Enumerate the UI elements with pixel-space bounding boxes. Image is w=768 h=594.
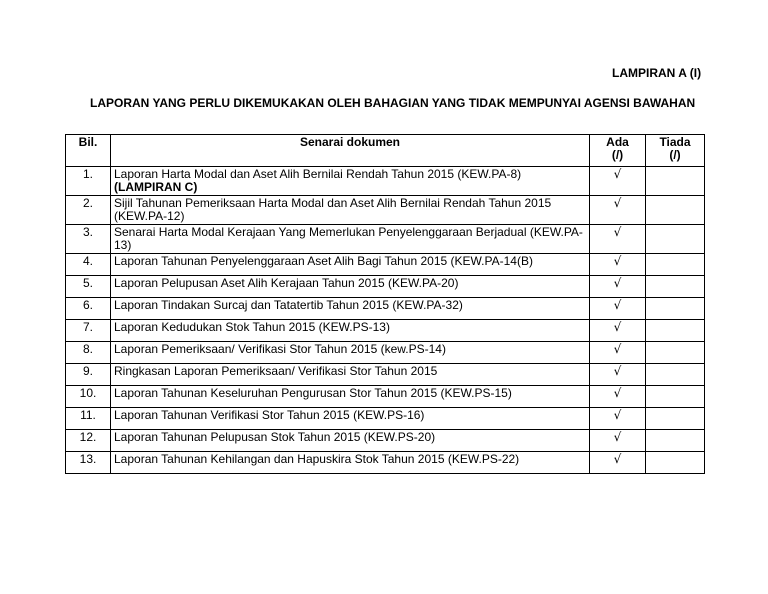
table-row <box>66 225 705 254</box>
tiada-cell <box>646 254 705 276</box>
tiada-cell <box>646 386 705 408</box>
row-number: 6. <box>66 298 111 320</box>
row-document <box>111 452 590 474</box>
table-row <box>66 320 705 342</box>
table-row <box>66 430 705 452</box>
row-number: 13. <box>66 452 111 474</box>
row-document <box>111 298 590 320</box>
ada-check-mark: √ <box>590 452 646 474</box>
lampiran-label: LAMPIRAN A (I) <box>612 66 702 80</box>
tiada-cell <box>646 342 705 364</box>
table-row <box>66 254 705 276</box>
row-number: 10. <box>66 386 111 408</box>
document-name: Laporan Harta Modal dan Aset Alih Bernilai Rendah Tahun 2015 (KEW.PA-8) <box>114 167 522 181</box>
tiada-cell <box>646 320 705 342</box>
row-document <box>111 364 590 386</box>
table-header-row <box>66 135 705 167</box>
tiada-cell <box>646 408 705 430</box>
tiada-cell <box>646 452 705 474</box>
ada-check-mark: √ <box>590 298 646 320</box>
document-name: Sijil Tahunan Pemeriksaan Harta Modal dan Aset Alih Bernilai Rendah Tahun 2015 (KEW.PA-12) <box>114 196 552 223</box>
document-extra: (LAMPIRAN C) <box>114 180 198 194</box>
ada-check-mark: √ <box>590 276 646 298</box>
ada-check-mark: √ <box>590 408 646 430</box>
document-title: LAPORAN YANG PERLU DIKEMUKAKAN OLEH BAHAGIAN YANG TIDAK MEMPUNYAI AGENSI BAWAHAN <box>90 96 696 110</box>
document-name: Laporan Tindakan Surcaj dan Tatatertib Tahun 2015 (KEW.PA-32) <box>114 298 463 312</box>
tiada-cell <box>646 167 705 196</box>
ada-check-mark: √ <box>590 364 646 386</box>
ada-check-mark: √ <box>590 342 646 364</box>
row-document <box>111 408 590 430</box>
header-tiada: Tiada (/) <box>646 135 705 167</box>
table-row <box>66 298 705 320</box>
row-number: 4. <box>66 254 111 276</box>
document-name: Laporan Tahunan Kehilangan dan Hapuskira Stok Tahun 2015 (KEW.PS-22) <box>114 452 520 466</box>
row-number: 2. <box>66 196 111 225</box>
row-document <box>111 196 590 225</box>
table-row <box>66 408 705 430</box>
tiada-cell <box>646 364 705 386</box>
ada-check-mark: √ <box>590 320 646 342</box>
row-number: 12. <box>66 430 111 452</box>
row-number: 9. <box>66 364 111 386</box>
document-name: Senarai Harta Modal Kerajaan Yang Memerlukan Penyelenggaraan Berjadual (KEW.PA-13) <box>114 225 583 252</box>
row-document <box>111 320 590 342</box>
row-number: 7. <box>66 320 111 342</box>
ada-check-mark: √ <box>590 225 646 254</box>
document-table <box>65 134 705 474</box>
document-name: Laporan Tahunan Verifikasi Stor Tahun 2015 (KEW.PS-16) <box>114 408 425 422</box>
row-number: 3. <box>66 225 111 254</box>
tiada-cell <box>646 298 705 320</box>
document-name: Laporan Pemeriksaan/ Verifikasi Stor Tahun 2015 (kew.PS-14) <box>114 342 446 356</box>
table-row <box>66 342 705 364</box>
table-row <box>66 167 705 196</box>
ada-check-mark: √ <box>590 430 646 452</box>
document-name: Laporan Kedudukan Stok Tahun 2015 (KEW.PS-13) <box>114 320 390 334</box>
ada-check-mark: √ <box>590 167 646 196</box>
row-document <box>111 254 590 276</box>
document-name: Laporan Pelupusan Aset Alih Kerajaan Tahun 2015 (KEW.PA-20) <box>114 276 459 290</box>
row-document <box>111 276 590 298</box>
document-name: Laporan Tahunan Penyelenggaraan Aset Alih Bagi Tahun 2015 (KEW.PA-14(B) <box>114 254 533 268</box>
row-document <box>111 342 590 364</box>
row-document <box>111 225 590 254</box>
table-row <box>66 276 705 298</box>
ada-check-mark: √ <box>590 254 646 276</box>
row-document <box>111 167 590 196</box>
table-row <box>66 196 705 225</box>
table-row <box>66 386 705 408</box>
header-senarai: Senarai dokumen <box>111 135 590 167</box>
document-name: Ringkasan Laporan Pemeriksaan/ Verifikasi Stor Tahun 2015 <box>114 364 438 378</box>
header-ada: Ada (/) <box>590 135 646 167</box>
header-bil: Bil. <box>66 135 111 167</box>
row-number: 8. <box>66 342 111 364</box>
row-number: 5. <box>66 276 111 298</box>
tiada-cell <box>646 225 705 254</box>
table-row <box>66 364 705 386</box>
row-document <box>111 430 590 452</box>
row-number: 1. <box>66 167 111 196</box>
document-name: Laporan Tahunan Keseluruhan Pengurusan Stor Tahun 2015 (KEW.PS-15) <box>114 386 512 400</box>
tiada-cell <box>646 276 705 298</box>
row-document <box>111 386 590 408</box>
tiada-cell <box>646 430 705 452</box>
ada-check-mark: √ <box>590 386 646 408</box>
table-row <box>66 452 705 474</box>
tiada-cell <box>646 196 705 225</box>
document-name: Laporan Tahunan Pelupusan Stok Tahun 2015 (KEW.PS-20) <box>114 430 436 444</box>
row-number: 11. <box>66 408 111 430</box>
ada-check-mark: √ <box>590 196 646 225</box>
